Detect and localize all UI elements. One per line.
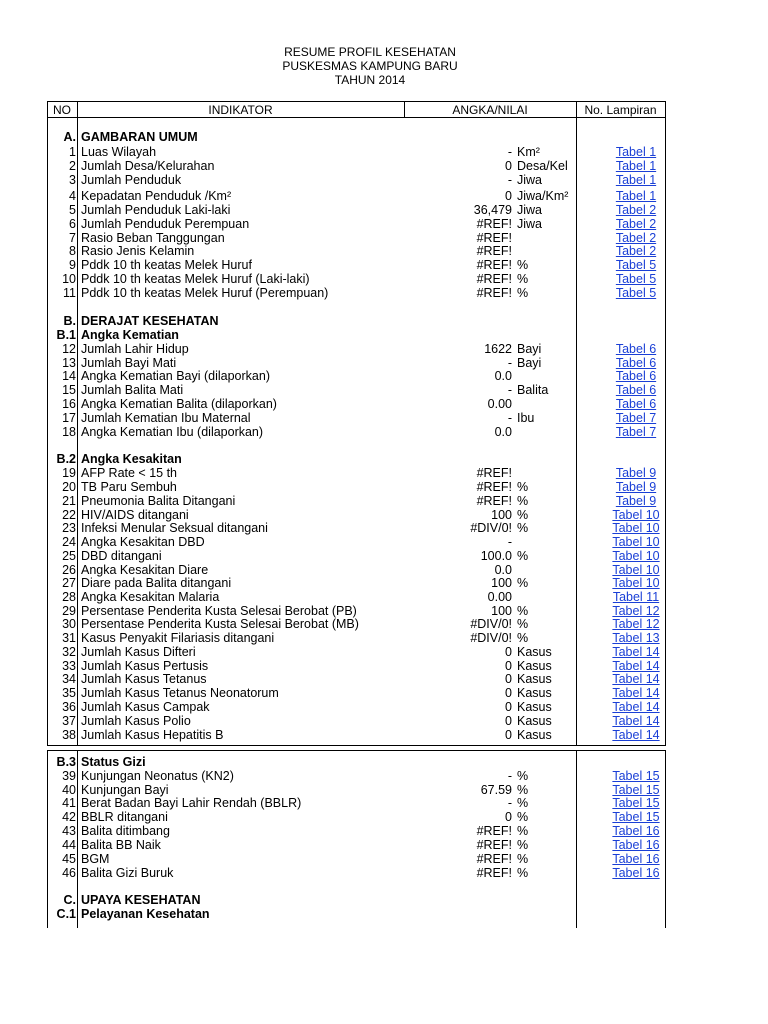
table-row xyxy=(0,810,768,824)
row-number: 18 xyxy=(62,425,76,439)
table-row xyxy=(0,189,768,203)
indicator-label: Jumlah Lahir Hidup xyxy=(81,342,189,356)
lampiran-link[interactable]: Tabel 5 xyxy=(615,258,657,272)
indicator-label: Angka Kematian Bayi (dilaporkan) xyxy=(81,369,270,383)
indicator-value: 0 xyxy=(505,659,512,673)
indicator-unit: Balita xyxy=(517,383,549,397)
indicator-value: 0 xyxy=(505,159,512,173)
table-row xyxy=(0,466,768,480)
indicator-unit: Kasus xyxy=(517,672,552,686)
lampiran-link[interactable]: Tabel 2 xyxy=(615,203,657,217)
indicator-unit: % xyxy=(517,521,529,535)
indicator-label: Jumlah Kasus Hepatitis B xyxy=(81,728,224,742)
row-number: 26 xyxy=(62,563,76,577)
table-row xyxy=(0,604,768,618)
report-title-line1: RESUME PROFIL KESEHATAN xyxy=(284,45,456,59)
lampiran-link[interactable]: Tabel 6 xyxy=(615,356,657,370)
indicator-unit: % xyxy=(517,783,529,797)
row-number: 9 xyxy=(69,258,76,272)
lampiran-link[interactable]: Tabel 7 xyxy=(615,411,657,425)
row-number: 31 xyxy=(62,631,76,645)
lampiran-link[interactable]: Tabel 16 xyxy=(612,838,660,852)
row-number: 36 xyxy=(62,700,76,714)
indicator-label: Jumlah Kasus Polio xyxy=(81,714,191,728)
indicator-label: AFP Rate < 15 th xyxy=(81,466,178,480)
row-number: B.3 xyxy=(56,755,76,769)
row-number: 32 xyxy=(62,645,76,659)
row-number: 14 xyxy=(62,369,76,383)
row-number: 10 xyxy=(62,272,76,286)
section-heading: GAMBARAN UMUM xyxy=(81,130,198,144)
lampiran-link[interactable]: Tabel 5 xyxy=(615,272,657,286)
indicator-value: #DIV/0! xyxy=(470,631,512,645)
table-row xyxy=(0,272,768,286)
section-row xyxy=(0,314,768,328)
row-number: 28 xyxy=(62,590,76,604)
lampiran-link[interactable]: Tabel 13 xyxy=(612,631,660,645)
indicator-value: #REF! xyxy=(476,852,512,866)
indicator-label: Kunjungan Bayi xyxy=(81,783,169,797)
section-row xyxy=(0,755,768,769)
indicator-label: Persentase Penderita Kusta Selesai Berobat (MB) xyxy=(81,617,359,631)
indicator-unit: Kasus xyxy=(517,659,552,673)
row-number: 25 xyxy=(62,549,76,563)
indicator-label: Angka Kesakitan DBD xyxy=(81,535,205,549)
indicator-label: Jumlah Balita Mati xyxy=(81,383,184,397)
lampiran-link[interactable]: Tabel 1 xyxy=(615,189,657,203)
indicator-label: Angka Kematian Balita (dilaporkan) xyxy=(81,397,277,411)
indicator-value: 1622 xyxy=(484,342,512,356)
lampiran-link[interactable]: Tabel 16 xyxy=(612,866,660,880)
row-number: 15 xyxy=(62,383,76,397)
header-bottom-border xyxy=(47,117,665,118)
indicator-unit: % xyxy=(517,549,529,563)
section-heading: UPAYA KESEHATAN xyxy=(81,893,201,907)
row-number: 16 xyxy=(62,397,76,411)
row-number: C. xyxy=(63,893,76,907)
row-number: 33 xyxy=(62,659,76,673)
indicator-value: 100 xyxy=(491,508,512,522)
table-row xyxy=(0,494,768,508)
lampiran-link[interactable]: Tabel 14 xyxy=(612,659,660,673)
row-number: 23 xyxy=(62,521,76,535)
indicator-label: Jumlah Kasus Pertusis xyxy=(81,659,209,673)
table-row xyxy=(0,728,768,742)
section-divider xyxy=(47,745,665,746)
row-number: A. xyxy=(63,130,76,144)
indicator-value: 0 xyxy=(505,810,512,824)
indicator-label: Balita ditimbang xyxy=(81,824,170,838)
section-row xyxy=(0,893,768,907)
indicator-label: TB Paru Sembuh xyxy=(81,480,177,494)
lampiran-link[interactable]: Tabel 6 xyxy=(615,383,657,397)
row-number: 35 xyxy=(62,686,76,700)
indicator-value: 36,479 xyxy=(473,203,512,217)
table-row xyxy=(0,383,768,397)
row-number: 38 xyxy=(62,728,76,742)
indicator-unit: % xyxy=(517,286,529,300)
row-number: 12 xyxy=(62,342,76,356)
indicator-label: Jumlah Kasus Campak xyxy=(81,700,210,714)
table-row xyxy=(0,590,768,604)
row-number: 40 xyxy=(62,783,76,797)
indicator-value: - xyxy=(507,769,512,783)
indicator-label: Jumlah Kematian Ibu Maternal xyxy=(81,411,251,425)
table-row xyxy=(0,411,768,425)
indicator-unit: Ibu xyxy=(517,411,535,425)
lampiran-link[interactable]: Tabel 10 xyxy=(612,563,660,577)
row-number: 24 xyxy=(62,535,76,549)
indicator-unit: % xyxy=(517,838,529,852)
indicator-value: #REF! xyxy=(476,258,512,272)
row-number: 45 xyxy=(62,852,76,866)
indicator-value: #REF! xyxy=(476,838,512,852)
table-row xyxy=(0,286,768,300)
indicator-value: 0.0 xyxy=(494,425,512,439)
indicator-unit: % xyxy=(517,617,529,631)
indicator-value: 67.59 xyxy=(480,783,512,797)
row-number: 29 xyxy=(62,604,76,618)
table-row xyxy=(0,866,768,880)
indicator-unit: Bayi xyxy=(517,356,542,370)
indicator-label: Jumlah Kasus Tetanus Neonatorum xyxy=(81,686,279,700)
lampiran-link[interactable]: Tabel 1 xyxy=(615,159,657,173)
indicator-label: Jumlah Penduduk Laki-laki xyxy=(81,203,231,217)
indicator-label: Kasus Penyakit Filariasis ditangani xyxy=(81,631,275,645)
header-no-lampiran: No. Lampiran xyxy=(584,103,657,117)
row-number: B.2 xyxy=(56,452,76,466)
row-number: 3 xyxy=(69,173,76,187)
indicator-unit: % xyxy=(517,866,529,880)
indicator-unit: % xyxy=(517,508,529,522)
indicator-label: Balita BB Naik xyxy=(81,838,161,852)
indicator-label: Pddk 10 th keatas Melek Huruf (Laki-laki) xyxy=(81,272,310,286)
lampiran-link[interactable]: Tabel 10 xyxy=(612,521,660,535)
row-number: 30 xyxy=(62,617,76,631)
table-top-border xyxy=(47,101,665,102)
report-title-line2: PUSKESMAS KAMPUNG BARU xyxy=(282,59,458,73)
indicator-value: #REF! xyxy=(476,866,512,880)
indicator-unit: Kasus xyxy=(517,700,552,714)
row-number: B. xyxy=(63,314,76,328)
indicator-value: #REF! xyxy=(476,824,512,838)
lampiran-link[interactable]: Tabel 1 xyxy=(615,145,657,159)
header-indikator: INDIKATOR xyxy=(208,103,273,117)
table-row xyxy=(0,173,768,187)
indicator-value: 100.0 xyxy=(480,549,512,563)
indicator-label: Infeksi Menular Seksual ditangani xyxy=(81,521,268,535)
lampiran-link[interactable]: Tabel 1 xyxy=(615,173,657,187)
indicator-label: Kepadatan Penduduk /Km² xyxy=(81,189,232,203)
lampiran-link[interactable]: Tabel 12 xyxy=(612,617,660,631)
indicator-unit: Jiwa xyxy=(517,203,543,217)
table-row xyxy=(0,535,768,549)
indicator-unit: % xyxy=(517,576,529,590)
row-number: 43 xyxy=(62,824,76,838)
indicator-value: #REF! xyxy=(476,217,512,231)
indicator-value: - xyxy=(507,356,512,370)
table-row xyxy=(0,672,768,686)
table-row xyxy=(0,425,768,439)
indicator-value: - xyxy=(507,411,512,425)
indicator-value: 0 xyxy=(505,672,512,686)
indicator-value: 0.0 xyxy=(494,563,512,577)
lampiran-link[interactable]: Tabel 14 xyxy=(612,645,660,659)
indicator-value: 0.0 xyxy=(494,369,512,383)
table-row xyxy=(0,356,768,370)
indicator-unit: Jiwa xyxy=(517,217,543,231)
table-row xyxy=(0,686,768,700)
indicator-label: Angka Kesakitan Diare xyxy=(81,563,209,577)
table-row xyxy=(0,549,768,563)
lampiran-link[interactable]: Tabel 14 xyxy=(612,672,660,686)
indicator-unit: % xyxy=(517,769,529,783)
indicator-value: 0 xyxy=(505,728,512,742)
table-row xyxy=(0,631,768,645)
lampiran-link[interactable]: Tabel 16 xyxy=(612,824,660,838)
row-number: 21 xyxy=(62,494,76,508)
indicator-value: #REF! xyxy=(476,480,512,494)
table-row xyxy=(0,145,768,159)
indicator-unit: Kasus xyxy=(517,728,552,742)
row-number: 22 xyxy=(62,508,76,522)
indicator-value: 0 xyxy=(505,686,512,700)
indicator-unit: Desa/Kel xyxy=(517,159,568,173)
indicator-label: Persentase Penderita Kusta Selesai Berobat (PB) xyxy=(81,604,357,618)
indicator-unit: % xyxy=(517,631,529,645)
indicator-unit: Km² xyxy=(517,145,540,159)
row-number: 8 xyxy=(69,244,76,258)
indicator-unit: Kasus xyxy=(517,645,552,659)
indicator-label: Jumlah Kasus Difteri xyxy=(81,645,196,659)
indicator-value: - xyxy=(507,173,512,187)
table-row xyxy=(0,645,768,659)
row-number: 1 xyxy=(69,145,76,159)
row-number: 44 xyxy=(62,838,76,852)
indicator-unit: % xyxy=(517,258,529,272)
row-number: 34 xyxy=(62,672,76,686)
indicator-value: 0 xyxy=(505,700,512,714)
section-row xyxy=(0,452,768,466)
indicator-value: - xyxy=(507,145,512,159)
lampiran-link[interactable]: Tabel 10 xyxy=(612,535,660,549)
header-no: NO xyxy=(53,103,71,117)
table-row xyxy=(0,342,768,356)
indicator-value: - xyxy=(507,383,512,397)
indicator-unit: Kasus xyxy=(517,686,552,700)
indicator-value: 0.00 xyxy=(487,397,512,411)
indicator-value: 0.00 xyxy=(487,590,512,604)
lampiran-link[interactable]: Tabel 14 xyxy=(612,686,660,700)
section-heading: DERAJAT KESEHATAN xyxy=(81,314,219,328)
indicator-unit: % xyxy=(517,272,529,286)
row-number: 5 xyxy=(69,203,76,217)
indicator-value: #REF! xyxy=(476,272,512,286)
indicator-label: Pddk 10 th keatas Melek Huruf xyxy=(81,258,252,272)
lampiran-link[interactable]: Tabel 6 xyxy=(615,397,657,411)
lampiran-link[interactable]: Tabel 15 xyxy=(612,783,660,797)
indicator-label: Luas Wilayah xyxy=(81,145,157,159)
indicator-unit: % xyxy=(517,852,529,866)
indicator-value: 0 xyxy=(505,645,512,659)
indicator-value: #DIV/0! xyxy=(470,617,512,631)
indicator-unit: % xyxy=(517,494,529,508)
table-row xyxy=(0,838,768,852)
table-row xyxy=(0,796,768,810)
indicator-label: Jumlah Kasus Tetanus xyxy=(81,672,207,686)
indicator-unit: % xyxy=(517,810,529,824)
table-row xyxy=(0,769,768,783)
section-heading: Angka Kesakitan xyxy=(81,452,182,466)
indicator-unit: % xyxy=(517,480,529,494)
indicator-value: #DIV/0! xyxy=(470,521,512,535)
lampiran-link[interactable]: Tabel 7 xyxy=(615,425,657,439)
lampiran-link[interactable]: Tabel 10 xyxy=(612,508,660,522)
table-row xyxy=(0,480,768,494)
row-number: 19 xyxy=(62,466,76,480)
row-number: C.1 xyxy=(56,907,76,921)
indicator-label: Jumlah Bayi Mati xyxy=(81,356,177,370)
table-row xyxy=(0,508,768,522)
indicator-label: Jumlah Desa/Kelurahan xyxy=(81,159,215,173)
report-title-line3: TAHUN 2014 xyxy=(334,73,406,87)
lampiran-link[interactable]: Tabel 2 xyxy=(615,217,657,231)
indicator-label: Berat Badan Bayi Lahir Rendah (BBLR) xyxy=(81,796,302,810)
row-number: B.1 xyxy=(56,328,76,342)
lampiran-link[interactable]: Tabel 9 xyxy=(615,494,657,508)
indicator-label: Angka Kesakitan Malaria xyxy=(81,590,220,604)
indicator-value: #REF! xyxy=(476,231,512,245)
lampiran-link[interactable]: Tabel 16 xyxy=(612,852,660,866)
lampiran-link[interactable]: Tabel 10 xyxy=(612,576,660,590)
row-number: 27 xyxy=(62,576,76,590)
indicator-value: - xyxy=(507,535,512,549)
table-row xyxy=(0,258,768,272)
row-number: 37 xyxy=(62,714,76,728)
lampiran-link[interactable]: Tabel 5 xyxy=(615,286,657,300)
table-row xyxy=(0,397,768,411)
indicator-unit: % xyxy=(517,796,529,810)
indicator-value: #REF! xyxy=(476,286,512,300)
indicator-label: BBLR ditangani xyxy=(81,810,168,824)
lampiran-link[interactable]: Tabel 14 xyxy=(612,714,660,728)
row-number: 7 xyxy=(69,231,76,245)
indicator-label: BGM xyxy=(81,852,110,866)
indicator-unit: Jiwa xyxy=(517,173,543,187)
section-row xyxy=(0,907,768,921)
table-row xyxy=(0,563,768,577)
indicator-label: Diare pada Balita ditangani xyxy=(81,576,232,590)
section-heading: Pelayanan Kesehatan xyxy=(81,907,210,921)
indicator-value: 100 xyxy=(491,604,512,618)
row-number: 41 xyxy=(62,796,76,810)
lampiran-link[interactable]: Tabel 14 xyxy=(612,728,660,742)
indicator-unit: Kasus xyxy=(517,714,552,728)
indicator-label: Balita Gizi Buruk xyxy=(81,866,174,880)
table-row xyxy=(0,824,768,838)
row-number: 6 xyxy=(69,217,76,231)
table-row xyxy=(0,700,768,714)
indicator-label: Angka Kematian Ibu (dilaporkan) xyxy=(81,425,264,439)
row-number: 13 xyxy=(62,356,76,370)
lampiran-link[interactable]: Tabel 6 xyxy=(615,369,657,383)
row-number: 20 xyxy=(62,480,76,494)
section-row xyxy=(0,328,768,342)
indicator-label: Kunjungan Neonatus (KN2) xyxy=(81,769,234,783)
indicator-unit: Bayi xyxy=(517,342,542,356)
indicator-label: Jumlah Penduduk Perempuan xyxy=(81,217,250,231)
indicator-label: Pddk 10 th keatas Melek Huruf (Perempuan) xyxy=(81,286,329,300)
row-number: 39 xyxy=(62,769,76,783)
lampiran-link[interactable]: Tabel 6 xyxy=(615,342,657,356)
lampiran-link[interactable]: Tabel 2 xyxy=(615,244,657,258)
table-row xyxy=(0,852,768,866)
indicator-label: Rasio Beban Tanggungan xyxy=(81,231,225,245)
indicator-value: #REF! xyxy=(476,494,512,508)
lampiran-link[interactable]: Tabel 9 xyxy=(615,480,657,494)
row-number: 42 xyxy=(62,810,76,824)
lampiran-link[interactable]: Tabel 10 xyxy=(612,549,660,563)
indicator-unit: % xyxy=(517,604,529,618)
row-number: 4 xyxy=(69,189,76,203)
indicator-value: 0 xyxy=(505,189,512,203)
indicator-value: - xyxy=(507,796,512,810)
indicator-label: Pneumonia Balita Ditangani xyxy=(81,494,236,508)
header-angka-nilai: ANGKA/NILAI xyxy=(452,103,528,117)
table-row xyxy=(0,576,768,590)
table-row xyxy=(0,783,768,797)
section-divider xyxy=(47,750,665,751)
table-row xyxy=(0,203,768,217)
indicator-label: Jumlah Penduduk xyxy=(81,173,182,187)
table-row xyxy=(0,521,768,535)
section-row xyxy=(0,130,768,144)
lampiran-link[interactable]: Tabel 9 xyxy=(615,466,657,480)
indicator-unit: Jiwa/Km² xyxy=(517,189,569,203)
table-row xyxy=(0,617,768,631)
row-number: 11 xyxy=(63,286,76,300)
table-row xyxy=(0,231,768,245)
indicator-label: HIV/AIDS ditangani xyxy=(81,508,189,522)
row-number: 17 xyxy=(62,411,76,425)
table-row xyxy=(0,244,768,258)
indicator-value: 0 xyxy=(505,714,512,728)
section-heading: Status Gizi xyxy=(81,755,146,769)
lampiran-link[interactable]: Tabel 2 xyxy=(615,231,657,245)
lampiran-link[interactable]: Tabel 12 xyxy=(612,604,660,618)
indicator-label: DBD ditangani xyxy=(81,549,162,563)
section-heading: Angka Kematian xyxy=(81,328,179,342)
row-number: 2 xyxy=(69,159,76,173)
lampiran-link[interactable]: Tabel 15 xyxy=(612,796,660,810)
table-row xyxy=(0,714,768,728)
table-row xyxy=(0,217,768,231)
row-number: 46 xyxy=(62,866,76,880)
table-row xyxy=(0,659,768,673)
indicator-unit: % xyxy=(517,824,529,838)
lampiran-link[interactable]: Tabel 15 xyxy=(612,810,660,824)
indicator-value: #REF! xyxy=(476,466,512,480)
lampiran-link[interactable]: Tabel 15 xyxy=(612,769,660,783)
indicator-label: Rasio Jenis Kelamin xyxy=(81,244,195,258)
lampiran-link[interactable]: Tabel 11 xyxy=(612,590,660,604)
table-row xyxy=(0,159,768,173)
table-row xyxy=(0,369,768,383)
indicator-value: 100 xyxy=(491,576,512,590)
lampiran-link[interactable]: Tabel 14 xyxy=(612,700,660,714)
indicator-value: #REF! xyxy=(476,244,512,258)
